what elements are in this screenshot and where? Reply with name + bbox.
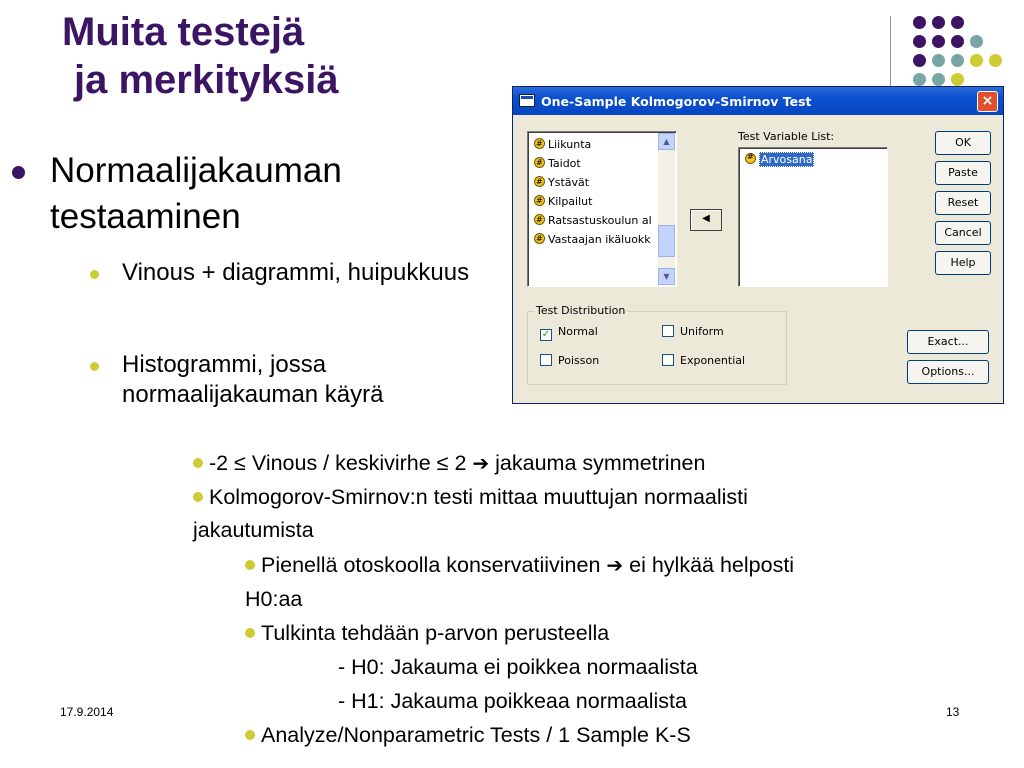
body-line: H0:aa (245, 587, 303, 611)
decor-dot (932, 16, 945, 29)
normal-checkbox[interactable]: ✓ Normal (541, 325, 598, 340)
app-icon (519, 94, 535, 107)
list-item[interactable]: #Liikunta (534, 136, 659, 153)
bullet-marker (245, 730, 255, 740)
bullet-main-text: Normaalijakauman testaaminen (50, 151, 342, 236)
cancel-button[interactable]: Cancel (935, 221, 991, 245)
body-line: - H1: Jakauma poikkeaa normaalista (338, 689, 687, 713)
decor-dot (932, 54, 945, 67)
decor-dot (989, 54, 1002, 67)
reset-button[interactable]: Reset (935, 191, 991, 215)
checkbox-box[interactable] (662, 325, 674, 337)
arrow-right-icon: ➔ (606, 555, 624, 577)
slide-title (62, 8, 339, 104)
ks-test-dialog (512, 86, 1004, 404)
scroll-up-icon[interactable]: ▲ (658, 133, 675, 150)
decor-dot (970, 35, 983, 48)
close-button[interactable]: × (977, 91, 998, 112)
decor-dot (913, 54, 926, 67)
decor-dot (951, 16, 964, 29)
test-variable-list[interactable] (738, 147, 888, 287)
decor-dot (951, 35, 964, 48)
sub-bullet-text: Vinous + diagrammi, huipukkuus (122, 259, 470, 286)
list-item[interactable]: #Arvosana (745, 153, 814, 167)
scale-variable-icon (534, 157, 545, 168)
dialog-titlebar[interactable] (513, 87, 1003, 115)
list-item[interactable]: #Kilpailut (534, 193, 659, 210)
decor-dot (970, 54, 983, 67)
list-item[interactable]: #Taidot (534, 155, 659, 172)
sub-bullet-text: Histogrammi, jossa normaalijakauman käyrä (122, 351, 384, 408)
checkbox-box[interactable] (662, 354, 674, 366)
exact-button[interactable]: Exact... (907, 330, 989, 354)
checkmark-icon[interactable]: ✓ (541, 329, 551, 340)
poisson-checkbox[interactable]: Poisson (540, 354, 599, 367)
scale-variable-icon (534, 233, 545, 244)
body-line: Pienellä otoskoolla konservatiivinen ➔ ei hylkää helposti (245, 552, 794, 579)
scale-variable-icon (745, 153, 756, 164)
scale-variable-icon (534, 138, 545, 149)
decor-dot (932, 73, 945, 86)
group-label: Test Distribution (536, 304, 626, 317)
arrow-right-icon: ➔ (472, 453, 490, 475)
scroll-thumb[interactable] (658, 225, 675, 257)
uniform-checkbox[interactable]: Uniform (662, 325, 724, 338)
scale-variable-icon (534, 214, 545, 225)
decor-dot (951, 73, 964, 86)
move-variable-button[interactable]: ◀ (690, 209, 722, 231)
bullet-marker (90, 362, 99, 371)
list-scrollbar[interactable] (658, 133, 675, 285)
scale-variable-icon (534, 176, 545, 187)
scroll-down-icon[interactable]: ▼ (658, 268, 675, 285)
decor-dot (913, 16, 926, 29)
test-variable-label: Test Variable List: (738, 130, 835, 143)
ok-button[interactable]: OK (935, 131, 991, 155)
bullet-marker (12, 166, 25, 179)
bullet-marker (245, 560, 255, 570)
test-distribution-group (527, 304, 787, 385)
decor-dot (951, 54, 964, 67)
bullet-marker (245, 628, 255, 638)
checkbox-box[interactable] (540, 354, 552, 366)
body-line: - H0: Jakauma ei poikkea normaalista (338, 655, 698, 679)
page-number: 13 (946, 705, 960, 719)
help-button[interactable]: Help (935, 251, 991, 275)
list-item[interactable]: #Vastaajan ikäluokk (534, 231, 659, 248)
bullet-marker (193, 492, 203, 502)
bullet-marker (90, 270, 99, 279)
paste-button[interactable]: Paste (935, 161, 991, 185)
body-line: Kolmogorov-Smirnov:n testi mittaa muuttujan normaalisti (193, 484, 748, 510)
bullet-marker (193, 458, 203, 468)
title-line-2: ja merkityksiä (74, 58, 339, 102)
decor-dot (913, 35, 926, 48)
exponential-checkbox[interactable]: Exponential (662, 354, 745, 367)
list-item[interactable]: #Ratsastuskoulun al (534, 212, 659, 229)
body-line: Tulkinta tehdään p-arvon perusteella (245, 620, 609, 646)
dialog-title: One-Sample Kolmogorov-Smirnov Test (541, 94, 812, 109)
scale-variable-icon (534, 195, 545, 206)
options-button[interactable]: Options... (907, 360, 989, 384)
body-line: Analyze/Nonparametric Tests / 1 Sample K-S (245, 722, 691, 748)
title-line-1: Muita testejä (62, 10, 305, 54)
variable-list[interactable] (527, 131, 677, 287)
decor-dot (913, 73, 926, 86)
body-line: -2 ≤ Vinous / keskivirhe ≤ 2 ➔ jakauma symmetrinen (193, 450, 705, 477)
list-item[interactable]: #Ystävät (534, 174, 659, 191)
decor-dot (932, 35, 945, 48)
body-line: jakautumista (193, 518, 314, 542)
footer-date: 17.9.2014 (60, 705, 114, 719)
